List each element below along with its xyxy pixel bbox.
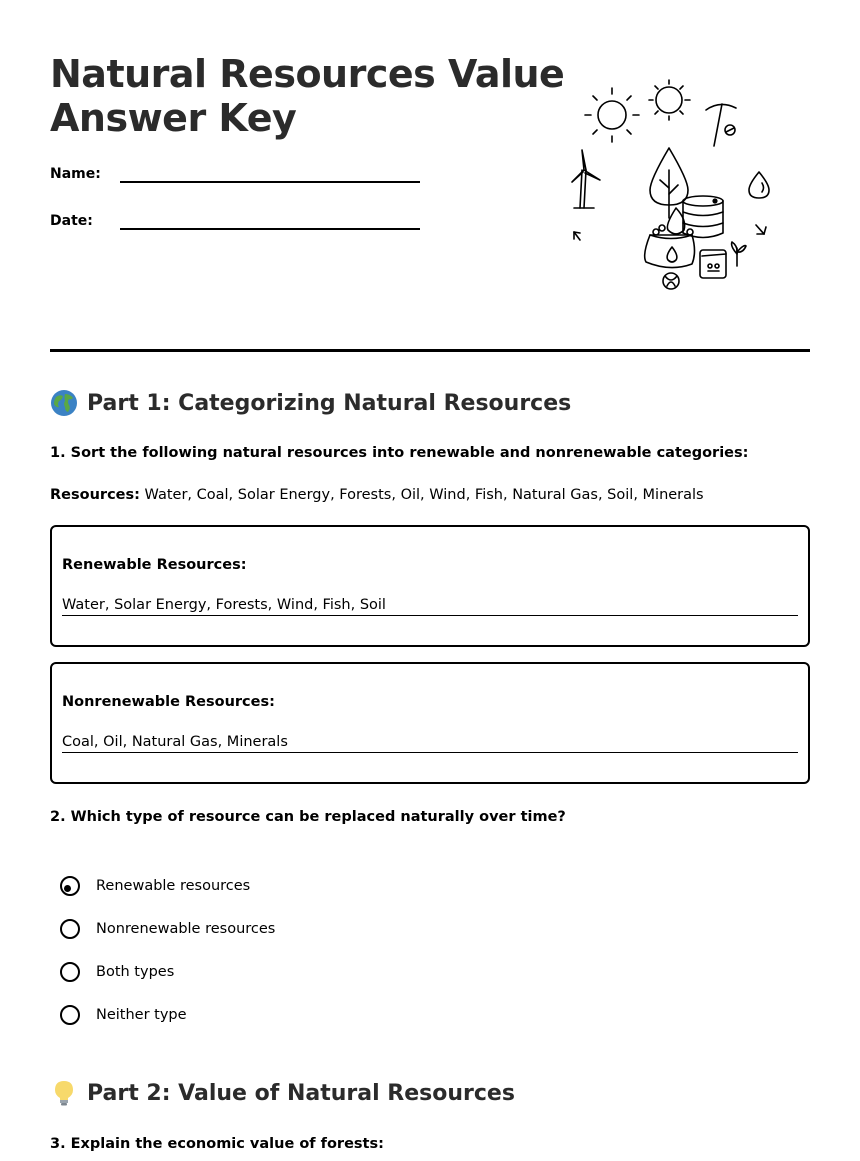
question-1-text: 1. Sort the following natural resources into renewable and nonrenewable categories:	[50, 445, 749, 461]
jar-icon	[700, 250, 726, 278]
globe-emoji-icon	[50, 389, 78, 417]
radio-nonrenewable-resources[interactable]	[60, 919, 80, 939]
renewable-answer-field[interactable]: Water, Solar Energy, Forests, Wind, Fish, Soil	[62, 597, 798, 616]
oil-barrel-icon	[683, 196, 723, 238]
question-3-text: 3. Explain the economic value of forests:	[50, 1136, 384, 1152]
question-2-text: 2. Which type of resource can be replaced naturally over time?	[50, 809, 566, 825]
date-field[interactable]	[50, 213, 420, 237]
nonrenewable-answer-field[interactable]: Coal, Oil, Natural Gas, Minerals	[62, 734, 798, 753]
radio-renewable-resources[interactable]	[60, 876, 80, 896]
water-drop-icon	[749, 172, 769, 198]
part2-title	[50, 1079, 515, 1107]
option-neither-type[interactable]	[60, 1002, 187, 1028]
title-line-2: Answer Key	[50, 96, 297, 140]
option-label: Renewable resources	[96, 878, 251, 894]
title-line-1: Natural Resources Value	[50, 52, 565, 96]
header-divider	[50, 349, 810, 352]
name-input-line[interactable]	[120, 181, 420, 183]
radio-both-types[interactable]	[60, 962, 80, 982]
option-nonrenewable-resources[interactable]	[60, 916, 275, 942]
name-field[interactable]	[50, 166, 420, 190]
sun-icon	[585, 88, 639, 142]
worksheet-page	[50, 0, 810, 1152]
part1-title	[50, 389, 571, 417]
option-label: Nonrenewable resources	[96, 921, 276, 937]
page-title	[50, 52, 564, 140]
nonrenewable-answer-box	[50, 662, 810, 784]
sprout-icon	[732, 242, 746, 266]
date-input-line[interactable]	[120, 228, 420, 230]
part1-title-text: Part 1: Categorizing Natural Resources	[87, 390, 572, 416]
lightbulb-emoji-icon	[50, 1079, 78, 1107]
part2-title-text: Part 2: Value of Natural Resources	[87, 1080, 515, 1106]
recycle-seed-icon	[663, 273, 679, 289]
nonrenewable-label: Nonrenewable Resources:	[62, 694, 275, 710]
option-renewable-resources[interactable]	[60, 873, 250, 899]
resources-values: Water, Coal, Solar Energy, Forests, Oil, Wind, Fish, Natural Gas, Soil, Minerals	[144, 487, 704, 503]
sun-small-icon	[649, 80, 690, 120]
pickaxe-icon	[706, 104, 736, 146]
option-label: Neither type	[96, 1007, 187, 1023]
resources-label: Resources:	[50, 487, 140, 503]
option-both-types[interactable]	[60, 959, 174, 985]
wind-turbine-icon	[572, 150, 600, 208]
name-label: Name:	[50, 166, 101, 182]
worksheet-header	[50, 0, 810, 352]
option-label: Both types	[96, 964, 175, 980]
radio-neither-type[interactable]	[60, 1005, 80, 1025]
natural-resources-illustration-icon	[560, 70, 800, 300]
renewable-label: Renewable Resources:	[62, 557, 247, 573]
renewable-answer-box	[50, 525, 810, 647]
date-label: Date:	[50, 213, 93, 229]
resources-list	[50, 487, 704, 503]
